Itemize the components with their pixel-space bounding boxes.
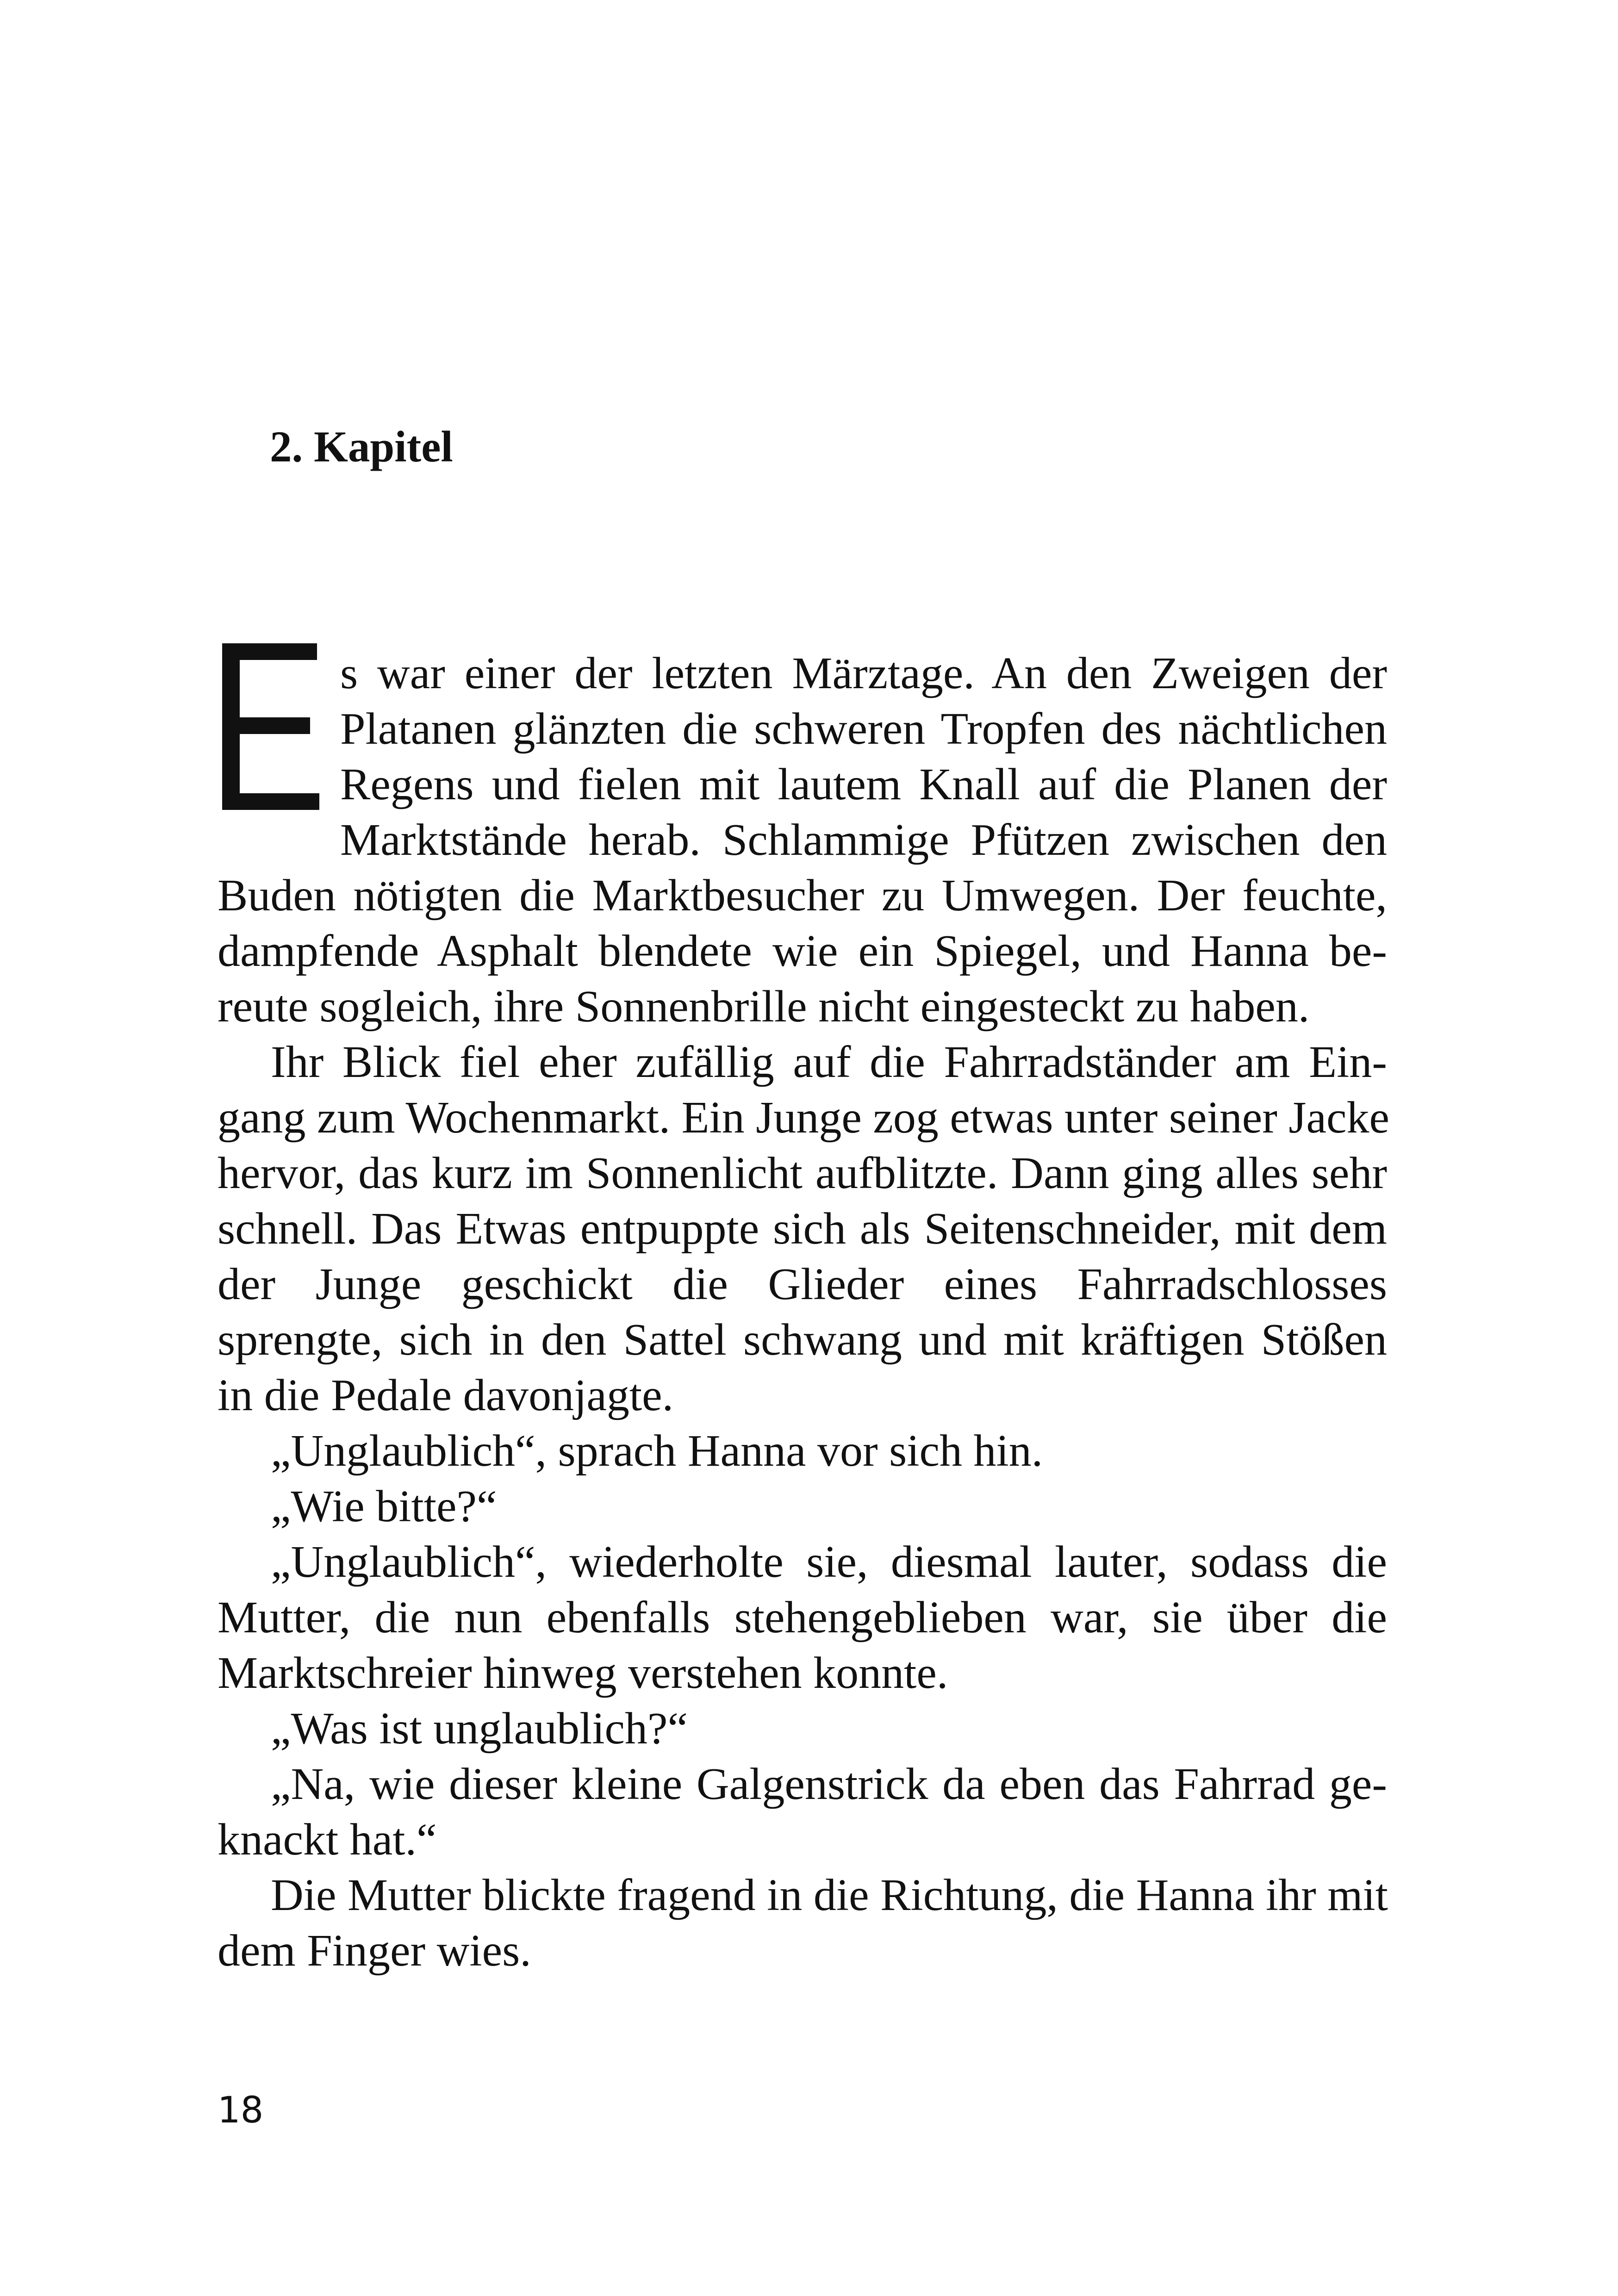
text-line: s war einer der letzten Märztage. An den Zweigen der	[340, 648, 1387, 698]
dropcap-paragraph-lines	[340, 646, 1387, 868]
text-line: gang zum Wochenmarkt. Ein Junge zog etwas unter seiner Jacke	[218, 1093, 1390, 1143]
text-line: „Na, wie dieser kleine Galgenstrick da eben das Fahrrad ge-	[271, 1759, 1387, 1809]
text-line: Ihr Blick fiel eher zufällig auf die Fahrradständer am Ein-	[271, 1037, 1387, 1087]
text-line: reute sogleich, ihre Sonnenbrille nicht eingesteckt zu haben.	[218, 982, 1310, 1032]
page-number: 18	[218, 2090, 264, 2131]
text-line: Marktstände herab. Schlammige Pfützen zwischen den	[340, 815, 1387, 865]
text-line: knackt hat.“	[218, 1815, 437, 1865]
drop-cap-letter	[222, 643, 322, 810]
text-line: Marktschreier hinweg verstehen konnte.	[218, 1648, 948, 1698]
text-line: dem Finger wies.	[218, 1926, 531, 1976]
text-line: schnell. Das Etwas entpuppte sich als Seitenschneider, mit dem	[218, 1204, 1387, 1254]
text-line: hervor, das kurz im Sonnenlicht aufblitzte. Dann ging alles sehr	[218, 1148, 1387, 1198]
text-line: dampfende Asphalt blendete wie ein Spiegel, und Hanna be-	[218, 926, 1387, 976]
text-line: Regens und fielen mit lautem Knall auf die Planen der	[340, 759, 1387, 809]
body-text	[218, 868, 1390, 1979]
text-line: „Unglaublich“, sprach Hanna vor sich hin.	[271, 1426, 1043, 1476]
text-line: Die Mutter blickte fragend in die Richtung, die Hanna ihr mit	[271, 1870, 1388, 1920]
text-line: in die Pedale davonjagte.	[218, 1370, 674, 1420]
text-line: Buden nötigten die Marktbesucher zu Umwegen. Der feuchte,	[218, 871, 1387, 921]
text-line: Mutter, die nun ebenfalls stehengeblieben war, sie über die	[218, 1593, 1387, 1643]
text-line: Platanen glänzten die schweren Tropfen des nächtlichen	[340, 704, 1387, 754]
text-line: „Wie bitte?“	[271, 1481, 497, 1531]
text-line: der Junge geschickt die Glieder eines Fahrradschlosses	[218, 1259, 1387, 1309]
text-line: „Unglaublich“, wiederholte sie, diesmal lauter, sodass die	[271, 1537, 1387, 1587]
text-line: „Was ist unglaublich?“	[271, 1704, 688, 1754]
chapter-title: 2. Kapitel	[270, 422, 453, 471]
drop-cap-glyph	[222, 643, 322, 810]
text-line: sprengte, sich in den Sattel schwang und mit kräftigen Stößen	[218, 1315, 1387, 1365]
